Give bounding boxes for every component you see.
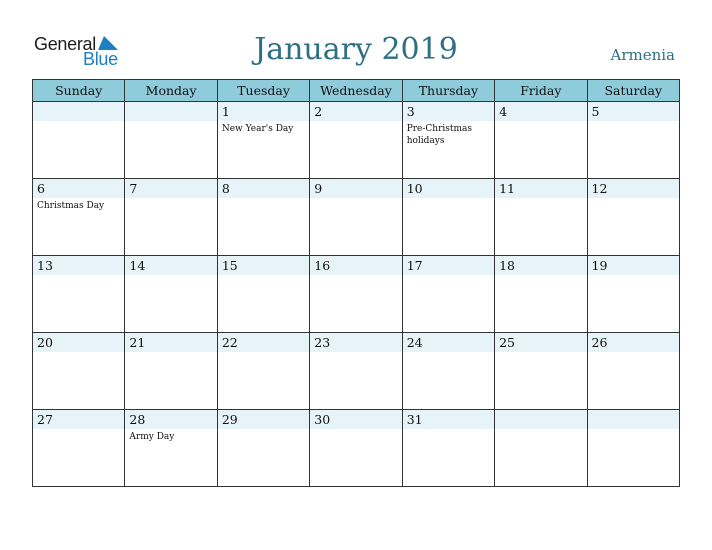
day-cell	[125, 410, 217, 487]
day-number: 22	[221, 335, 238, 350]
day-cell	[587, 102, 679, 179]
day-cell	[125, 102, 217, 179]
day-cell	[33, 333, 125, 410]
day-number: 15	[221, 258, 238, 273]
day-cell	[217, 179, 309, 256]
holiday-label: Army Day	[129, 432, 175, 442]
day-number: 16	[314, 258, 331, 273]
logo-word-general: General	[34, 34, 96, 54]
day-cell	[495, 179, 587, 256]
day-header-band	[588, 102, 679, 121]
day-number: 26	[591, 335, 608, 350]
day-cell	[402, 102, 494, 179]
day-cell	[33, 102, 125, 179]
weekday-header-monday: Monday	[125, 80, 217, 102]
logo-word-blue: Blue	[83, 49, 118, 69]
day-cell	[402, 410, 494, 487]
day-cell	[217, 256, 309, 333]
day-number: 21	[129, 335, 146, 350]
day-header-band	[495, 102, 586, 121]
day-header-band	[310, 179, 401, 198]
day-cell	[310, 179, 402, 256]
day-number: 9	[314, 181, 323, 196]
day-number: 30	[314, 412, 331, 427]
day-number: 12	[591, 181, 608, 196]
day-cell	[310, 333, 402, 410]
calendar-grid	[32, 79, 680, 487]
day-cell	[495, 333, 587, 410]
country-label: Armenia	[610, 46, 675, 64]
day-cell	[402, 333, 494, 410]
day-cell	[587, 333, 679, 410]
day-header-band	[125, 102, 216, 121]
day-number: 24	[406, 335, 423, 350]
day-header-band	[588, 410, 679, 429]
day-cell	[217, 102, 309, 179]
day-number: 2	[314, 104, 323, 119]
day-cell	[495, 256, 587, 333]
week-row	[33, 102, 680, 179]
week-row	[33, 333, 680, 410]
weekday-header-saturday: Saturday	[587, 80, 679, 102]
weekday-header-friday: Friday	[495, 80, 587, 102]
day-number: 14	[129, 258, 146, 273]
weekday-header-row	[33, 80, 680, 102]
day-number: 5	[591, 104, 600, 119]
day-header-band	[218, 102, 309, 121]
weekday-header-sunday: Sunday	[33, 80, 125, 102]
week-row	[33, 256, 680, 333]
weekday-header-tuesday: Tuesday	[217, 80, 309, 102]
day-number: 7	[129, 181, 138, 196]
day-cell	[125, 179, 217, 256]
day-header-band	[218, 179, 309, 198]
day-cell	[587, 179, 679, 256]
day-cell	[217, 410, 309, 487]
day-number: 4	[499, 104, 508, 119]
day-cell	[402, 179, 494, 256]
day-number: 29	[221, 412, 238, 427]
day-cell	[310, 256, 402, 333]
weekday-header-thursday: Thursday	[402, 80, 494, 102]
day-number: 19	[591, 258, 608, 273]
day-cell	[33, 410, 125, 487]
day-number: 31	[406, 412, 423, 427]
day-cell	[125, 256, 217, 333]
day-header-band	[33, 102, 124, 121]
week-row	[33, 410, 680, 487]
day-number: 17	[406, 258, 423, 273]
day-cell	[310, 410, 402, 487]
holiday-label: New Year's Day	[221, 124, 294, 134]
day-number: 28	[129, 412, 146, 427]
day-number: 11	[499, 181, 516, 196]
day-cell	[495, 410, 587, 487]
day-cell	[310, 102, 402, 179]
week-row	[33, 179, 680, 256]
day-number: 8	[221, 181, 230, 196]
day-number: 6	[37, 181, 45, 196]
holiday-label: Christmas Day	[37, 201, 105, 211]
day-number: 23	[314, 335, 331, 350]
day-cell	[587, 256, 679, 333]
day-cell	[402, 256, 494, 333]
day-cell	[33, 256, 125, 333]
day-cell	[217, 333, 309, 410]
day-number: 27	[37, 412, 53, 427]
day-number: 10	[406, 181, 423, 196]
day-cell	[495, 102, 587, 179]
calendar-body	[33, 102, 680, 487]
day-header-band	[403, 102, 494, 121]
day-header-band	[125, 179, 216, 198]
day-number: 13	[37, 258, 53, 273]
day-cell	[125, 333, 217, 410]
day-header-band	[495, 410, 586, 429]
weekday-header-wednesday: Wednesday	[310, 80, 402, 102]
day-cell	[587, 410, 679, 487]
day-header-band	[33, 179, 124, 198]
day-header-band	[310, 102, 401, 121]
calendar-title: January 2019	[254, 32, 458, 67]
day-number: 3	[406, 104, 415, 119]
day-number: 1	[221, 104, 230, 119]
day-cell	[33, 179, 125, 256]
day-number: 18	[499, 258, 516, 273]
day-number: 25	[499, 335, 516, 350]
day-number: 20	[37, 335, 53, 350]
holiday-label: Pre-Christmas holidays	[406, 124, 473, 146]
